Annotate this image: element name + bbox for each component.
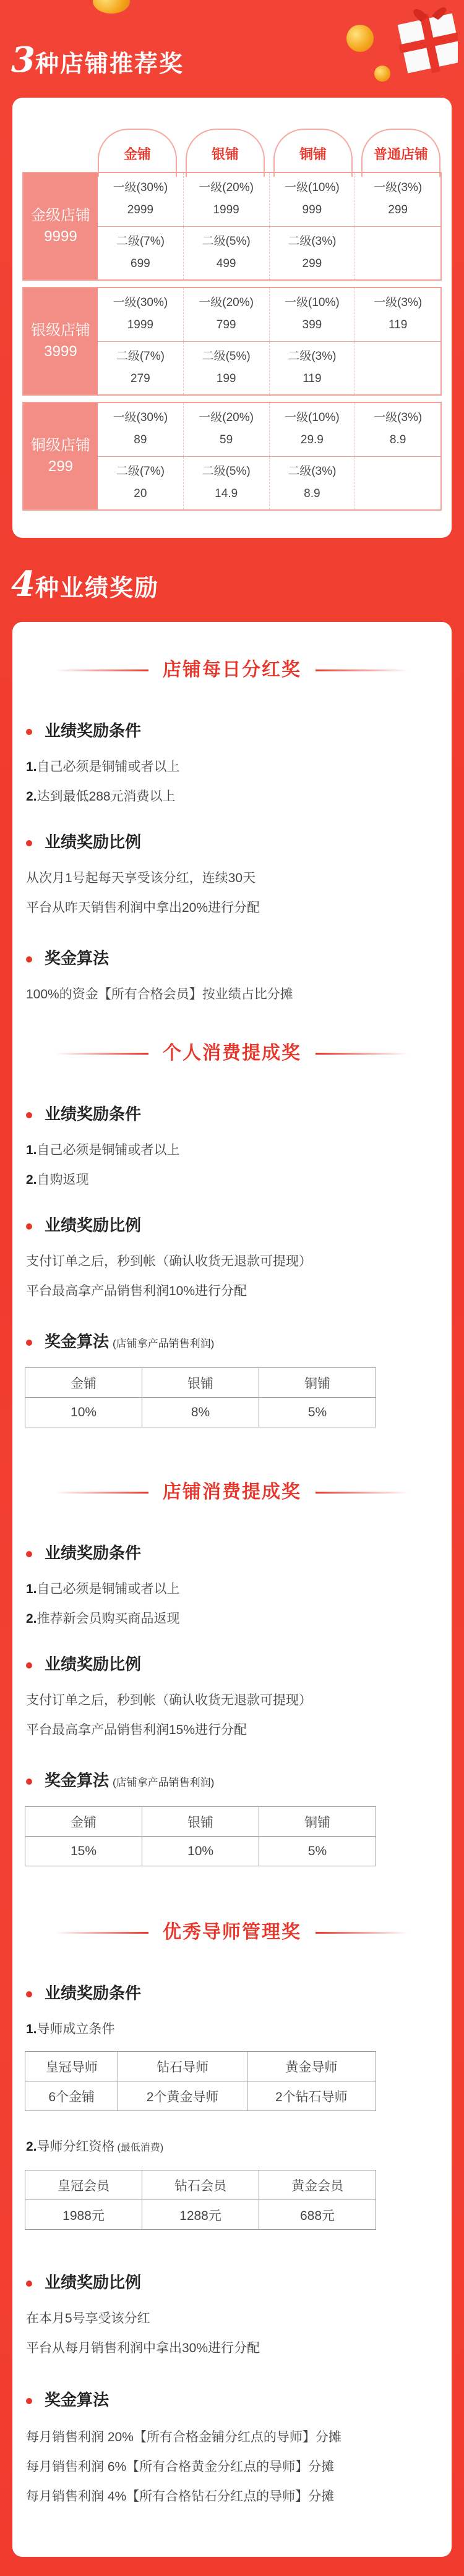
algo-line: 每月销售利润 4%【所有合格钻石分红点的导师】分摊: [26, 2489, 335, 2504]
tier-cell: 一级(20%) 1999: [183, 173, 269, 226]
ratio-line: 平台从每月销售利润中拿出30%进行分配: [26, 2341, 260, 2355]
subheading: 业绩奖励比例: [26, 2270, 141, 2293]
condition-line: 1.自己必须是铜铺或者以上: [26, 1582, 180, 1596]
tier-column-normal: 普通店铺: [361, 129, 440, 177]
ratio-line: 支付订单之后，秒到帐（确认收货无退款可提现）: [26, 1693, 312, 1707]
award-banner-daily-dividend: 店铺每日分红奖: [12, 652, 452, 689]
award-banner-personal-commission: 个人消费提成奖: [12, 1035, 452, 1072]
subheading: 奖金算法 (店铺拿产品销售利润): [26, 1768, 214, 1791]
tier-column-silver: 银铺: [186, 129, 265, 177]
subheading: 业绩奖励比例: [26, 1213, 141, 1236]
algo-line: 每月销售利润 20%【所有合格金铺分红点的导师】分摊: [26, 2430, 342, 2444]
gift-box-icon: [384, 0, 458, 80]
award-banner-shop-commission: 店铺消费提成奖: [12, 1474, 452, 1511]
coin-decoration: [93, 0, 130, 14]
tier-label: 金级店铺 9999: [24, 173, 98, 279]
ratio-line: 在本月5号享受该分红: [26, 2311, 150, 2326]
tier-cell: 一级(3%) 299: [354, 173, 440, 226]
condition-line: 2.自购返现: [26, 1173, 89, 1187]
algo-line: 100%的资金【所有合格会员】按业绩占比分摊: [26, 987, 293, 1001]
ratio-line: 支付订单之后，秒到帐（确认收货无退款可提现）: [26, 1254, 312, 1269]
tier-cell: 一级(20%) 799: [183, 288, 269, 341]
algo-line: 每月销售利润 6%【所有合格黄金分红点的导师】分摊: [26, 2460, 335, 2474]
tier-cell: 二级(7%) 279: [116, 350, 165, 385]
subheading: 业绩奖励比例: [26, 830, 141, 852]
tier-cell: 一级(30%) 2999: [113, 181, 168, 216]
shop-tiers-card: [12, 98, 452, 538]
tier-cell: [354, 457, 440, 509]
tier-cell: 二级(5%) 499: [183, 227, 269, 279]
tier-cell: 二级(3%) 8.9: [269, 457, 355, 509]
tier-cell: 二级(3%) 299: [269, 227, 355, 279]
tier-cell: 一级(30%) 1999: [113, 296, 168, 331]
subheading: 业绩奖励比例: [26, 1652, 141, 1675]
tier-cell: [354, 227, 440, 279]
subheading: 业绩奖励条件: [26, 1102, 141, 1124]
subheading: 业绩奖励条件: [26, 718, 141, 741]
subheading: 奖金算法: [26, 946, 109, 969]
tier-cell: 一级(10%) 399: [269, 288, 355, 341]
section-title-performance: 4种业绩奖励: [11, 564, 159, 605]
tier-row-bronze: [22, 402, 442, 511]
tier-column-gold: 金铺: [98, 129, 177, 177]
tier-cell: 二级(7%) 699: [116, 235, 165, 270]
ratio-line: 平台最高拿产品销售利润10%进行分配: [26, 1284, 247, 1298]
subheading: 业绩奖励条件: [26, 1541, 141, 1563]
tier-row-silver: [22, 287, 442, 396]
condition-line: 1.导师成立条件: [26, 2022, 115, 2036]
condition-line: 2.推荐新会员购买商品返现: [26, 1612, 180, 1626]
tier-label: 银级店铺 3999: [24, 288, 98, 394]
tier-columns: [98, 129, 440, 177]
tier-column-bronze: 铜铺: [273, 129, 353, 177]
mentor-conditions-table: 皇冠导师 钻石导师 黄金导师 6个金铺 2个黄金导师 2个钻石导师: [25, 2051, 376, 2111]
tier-cell: 一级(3%) 8.9: [354, 403, 440, 456]
subheading: 奖金算法 (店铺拿产品销售利润): [26, 1329, 214, 1352]
mentor-dividend-table: 皇冠会员 钻石会员 黄金会员 1988元 1288元 688元: [25, 2170, 376, 2230]
tier-cell: 二级(7%) 20: [116, 465, 165, 500]
award-banner-mentor-management: 优秀导师管理奖: [12, 1914, 452, 1951]
tier-cell: 一级(3%) 119: [354, 288, 440, 341]
ratio-line: 平台从昨天销售利润中拿出20%进行分配: [26, 901, 260, 915]
subheading: 奖金算法: [26, 2387, 109, 2410]
tier-cell: 一级(10%) 29.9: [269, 403, 355, 456]
subheading: 业绩奖励条件: [26, 1981, 141, 2004]
condition-line: 2.达到最低288元消费以上: [26, 789, 176, 804]
commission-table: 金铺 银铺 铜铺 10% 8% 5%: [25, 1367, 376, 1427]
ratio-line: 从次月1号起每天享受该分红，连续30天: [26, 871, 256, 885]
coin-decoration: [346, 25, 374, 52]
section-title-shops: 3种店铺推荐奖: [11, 40, 184, 80]
ratio-line: 平台最高拿产品销售利润15%进行分配: [26, 1723, 247, 1737]
commission-table: 金铺 银铺 铜铺 15% 10% 5%: [25, 1806, 376, 1866]
tier-row-gold: [22, 172, 442, 281]
condition-line: 1.自己必须是铜铺或者以上: [26, 760, 180, 774]
tier-cell: 一级(10%) 999: [269, 173, 355, 226]
performance-card: [12, 622, 452, 2557]
tier-cell: [354, 342, 440, 394]
condition-line: 1.自己必须是铜铺或者以上: [26, 1143, 180, 1157]
tier-cell: 二级(5%) 199: [183, 342, 269, 394]
tier-cell: 二级(5%) 14.9: [183, 457, 269, 509]
condition-line: 2.导师分红资格 (最低消费): [26, 2140, 164, 2154]
tier-cell: 一级(20%) 59: [183, 403, 269, 456]
tier-cell: 一级(30%) 89: [113, 411, 168, 446]
tier-label: 铜级店铺 299: [24, 403, 98, 509]
tier-cell: 二级(3%) 119: [269, 342, 355, 394]
